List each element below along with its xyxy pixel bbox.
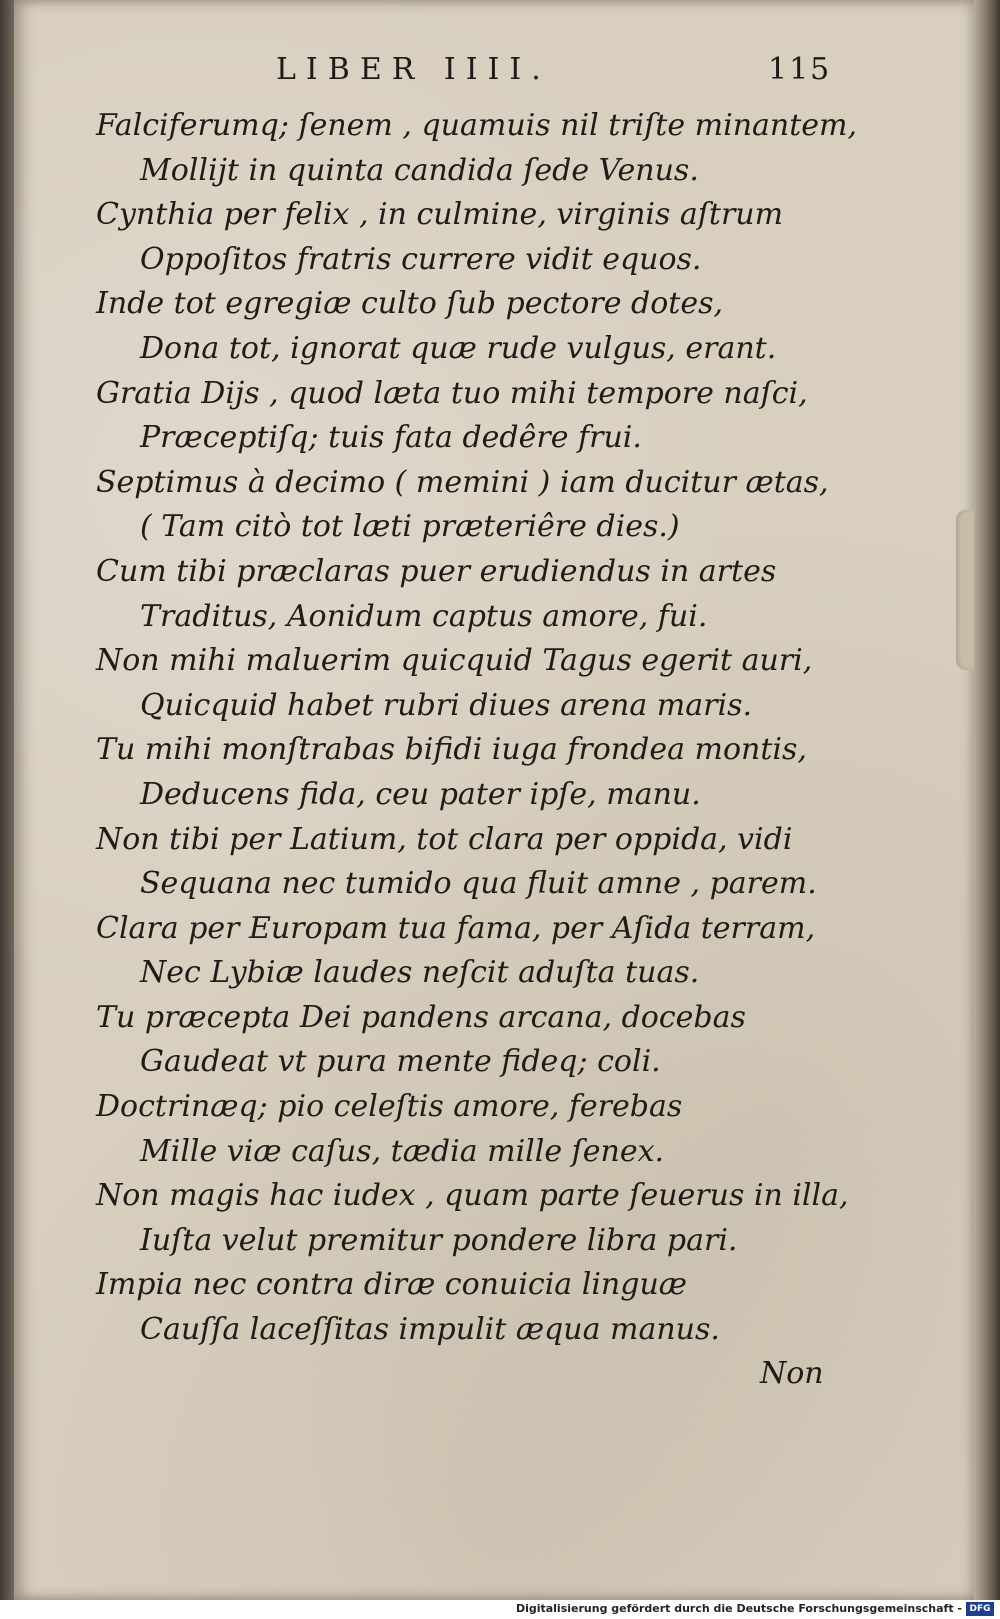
verse-line: Nec Lybiæ laudes neſcit aduſta tuas. — [140, 955, 700, 991]
verse-line: Sequana nec tumido qua fluit amne , parem. — [140, 866, 817, 902]
verse-line: Quicquid habet rubri diues arena maris. — [140, 687, 752, 723]
verse-line: Non magis hac iudex , quam parte ſeuerus in illa, — [96, 1178, 849, 1214]
running-title: LIBER IIII. — [276, 52, 551, 87]
verse-line: Deducens fida, ceu pater ipſe, manu. — [140, 776, 701, 812]
verse-line: Inde tot egregiæ culto ſub pectore dotes, — [96, 286, 724, 322]
verse-line: Oppoſitos fratris currere vidit equos. — [140, 241, 702, 277]
verse-line: Traditus, Aonidum captus amore, fui. — [140, 598, 708, 634]
verse-line: Mille viæ caſus, tædia mille ſenex. — [140, 1133, 665, 1169]
verse-line: Non mihi maluerim quicquid Tagus egerit auri, — [96, 643, 813, 679]
verse-line: Cauſſa laceſſitas impulit æqua manus. — [140, 1312, 720, 1348]
verse-line: Tu mihi monſtrabas bifidi iuga frondea montis, — [96, 732, 807, 768]
verse-line: Gratia Dijs , quod læta tuo mihi tempore naſci, — [96, 375, 808, 411]
dfg-logo: DFG — [966, 1602, 994, 1616]
verse-line: Cynthia per felix , in culmine, virginis aſtrum — [96, 197, 784, 233]
verse-line: Iuſta velut premitur pondere libra pari. — [140, 1222, 738, 1258]
verse-line: Dona tot, ignorat quæ rude vulgus, erant. — [140, 330, 777, 366]
verse-line: Clara per Europam tua fama, per Aſida terram, — [96, 910, 816, 946]
verse-line: Non tibi per Latium, tot clara per oppida, vidi — [96, 821, 793, 857]
verse-line: Præceptiſq; tuis fata dedêre frui. — [140, 420, 642, 456]
digitization-footer — [0, 1600, 1000, 1619]
verse-line: ( Tam citò tot læti præteriêre dies.) — [140, 509, 680, 545]
funding-credit: Digitalisierung gefördert durch die Deutsche Forschungsgemeinschaft - — [515, 1602, 962, 1615]
verse-line: Gaudeat vt pura mente fideq; coli. — [140, 1044, 661, 1080]
verse-line: Tu præcepta Dei pandens arcana, docebas — [96, 999, 746, 1035]
verse-line: Septimus à decimo ( memini ) iam ducitur ætas, — [96, 464, 829, 500]
verse-line: Cum tibi præclaras puer erudiendus in artes — [96, 553, 777, 589]
page-number: 115 — [768, 52, 832, 87]
verse-block — [0, 104, 1000, 1353]
catchword: Non — [760, 1356, 824, 1391]
verse-line: Mollijt in quinta candida ſede Venus. — [140, 152, 699, 188]
verse-line: Impia nec contra diræ conuicia linguæ — [96, 1267, 687, 1303]
verse-line: Falciferumq; ſenem , quamuis nil triſte minantem, — [96, 108, 858, 143]
verse-line: Doctrinæq; pio celeſtis amore, ferebas — [96, 1089, 683, 1125]
